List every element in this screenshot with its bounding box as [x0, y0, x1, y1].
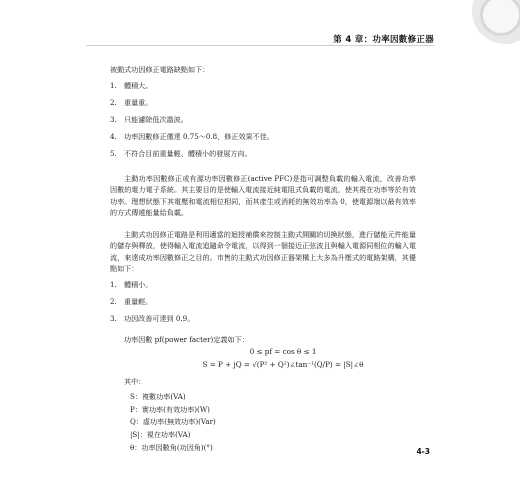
corner-ring-decoration	[480, 0, 520, 36]
symbol-definition: Q：虛功率(無效功率)(Var)	[130, 417, 216, 427]
list-item: 3. 只能濾除低次諧波。	[110, 114, 188, 124]
pf-range-equation: 0 ≤ pf = cos θ ≤ 1	[249, 346, 317, 356]
page-number: 4-3	[416, 447, 430, 456]
passive-intro: 被動式功因修正電路缺點如下：	[110, 65, 210, 74]
header-rule	[86, 45, 434, 46]
symbol-definition: θ：功率因數角(功因角)(°)	[130, 442, 213, 452]
active-advantage-list	[110, 279, 416, 325]
symbol-definition: P：實功率(有效功率)(W)	[130, 404, 210, 414]
active-pfc-paragraph: 主動功率因數修正或有源功率因數修正(active PFC)是指可調整負載的輸入電流，改善功率因數的電力電子系統。其主要目的是使輸入電流接近純電阻式負載的電流，使其視在功率等於有效功率。理想狀態下其電壓和電流相位相同，而其產生或消耗的無效功率為 0，使電源端以最有效率的方式傳遞能量給負載。	[110, 173, 416, 218]
pf-definition-intro: 功率因數 pf(power facter)定義如下：	[124, 335, 249, 345]
list-item: 4. 功率因數修正僅達 0.75～0.8，修正效果不佳。	[110, 131, 274, 141]
list-item: 3. 功因改善可達到 0.9。	[110, 314, 195, 324]
symbol-definition: S：複數功率(VA)	[130, 392, 186, 402]
symbol-definition: |S|：視在功率(VA)	[130, 430, 191, 440]
list-item: 5. 不符合目前重量輕、體積小的發展方向。	[110, 148, 252, 158]
chapter-title: 第 4 章：功率因數修正器	[333, 35, 434, 45]
equation-block	[110, 346, 416, 372]
where-label: 其中：	[124, 376, 146, 386]
passive-disadvantage-list	[110, 80, 416, 160]
list-item: 2. 重量輕。	[110, 297, 153, 307]
complex-power-equation: S = P + jQ = √(P² + Q²)∠tan⁻¹(Q/P) = |S|∠θ	[202, 359, 364, 369]
list-item: 1. 體積大。	[110, 80, 153, 90]
list-item: 2. 重量重。	[110, 97, 153, 107]
list-item: 1. 體積小。	[110, 279, 153, 289]
symbol-definitions	[110, 391, 416, 454]
page-body	[110, 64, 416, 454]
active-circuit-paragraph: 主動式功因修正電路是利用適當的迴授補償來控制主動式開關的切換狀態，進行儲能元件能量的儲存與釋放，使得輸入電流追隨命令電流，以得到一個接近正弦波且與輸入電源同相位的輸入電流，來達成功率因數修正之目的。市售的主動式功因修正器架構上大多為升壓式的電路架構，其優點如下：	[110, 229, 416, 274]
